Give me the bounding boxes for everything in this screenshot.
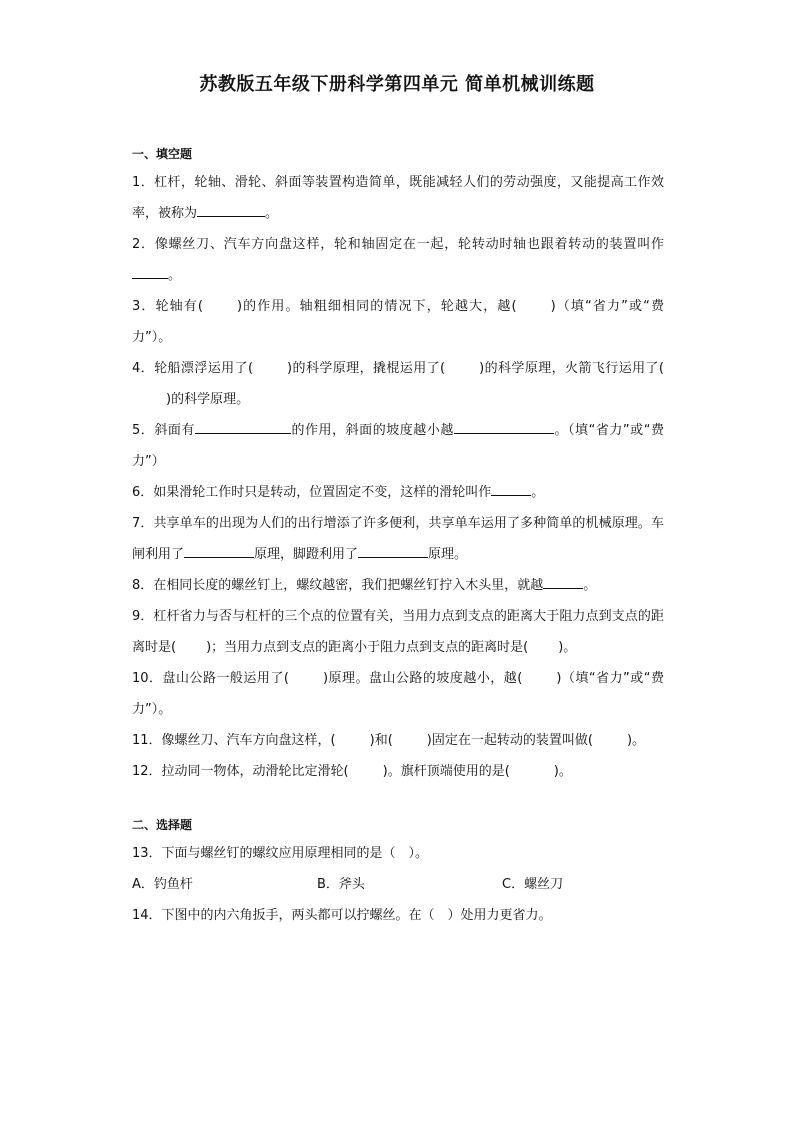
question-text: 4．轮船漂浮运用了(	[132, 361, 254, 376]
question-text: 原理。	[428, 547, 468, 562]
option-c[interactable]: C．螺丝刀	[502, 877, 564, 892]
page-title: 苏教版五年级下册科学第四单元 简单机械训练题	[199, 74, 595, 95]
question-text: 。（填“省力”或“费力”）	[132, 423, 664, 469]
question-6	[132, 477, 664, 508]
question-14: 14．下图中的内六角扳手，两头都可以拧螺丝。在（ ）处用力更省力。	[132, 908, 552, 923]
question-text: 10．盘山公路一般运用了(	[132, 671, 289, 686]
question-7	[132, 508, 664, 570]
question-text: 3．轮轴有(	[132, 299, 203, 314]
question-text: )的科学原理，撬棍运用了(	[287, 361, 446, 376]
question-content	[132, 146, 664, 931]
question-text: 11．像螺丝刀、汽车方向盘这样，(	[132, 733, 336, 748]
section-heading-fill-in: 一、填空题	[132, 147, 193, 161]
question-text: )；当用力点到支点的距离小于阻力点到支点的距离时是(	[206, 640, 529, 655]
question-text: 。	[265, 206, 279, 221]
answer-blank[interactable]	[195, 420, 291, 434]
answer-blank[interactable]	[358, 544, 428, 558]
question-1	[132, 167, 664, 229]
question-text: )的科学原理，火箭飞行运用了(	[479, 361, 664, 376]
question-text: )。	[553, 764, 572, 779]
question-text: 9．杠杆省力与否与杠杆的三个点的位置有关，当用力点到支点的距离大于阻力点到支点的距离时是(	[132, 609, 664, 655]
question-text: )原理。盘山公路的坡度越小，越(	[322, 671, 523, 686]
question-text: 1．杠杆，轮轴、滑轮、斜面等装置构造简单，既能减轻人们的劳动强度，又能提高工作效率，被称为	[132, 175, 664, 221]
section-heading-multiple-choice: 二、选择题	[132, 818, 193, 832]
question-5	[132, 415, 664, 477]
question-text: )。	[626, 733, 646, 748]
question-text: 7．共享单车的出现为人们的出行增添了许多便利，共享单车运用了多种简单的机械原理。车闸利用了	[132, 516, 664, 562]
option-a[interactable]: A．钓鱼杆	[132, 877, 193, 892]
question-text: )。旗杆顶端使用的是(	[382, 764, 510, 779]
question-text: )（填“省力”或“费力”）。	[132, 671, 664, 717]
answer-blank[interactable]	[543, 575, 583, 589]
question-text: )和(	[369, 733, 393, 748]
question-text: 。	[531, 485, 545, 500]
question-3	[132, 291, 664, 353]
question-text: 的作用，斜面的坡度越小越	[290, 423, 454, 438]
answer-blank[interactable]	[184, 544, 254, 558]
question-text: 。	[168, 268, 182, 283]
question-8	[132, 570, 664, 601]
answer-blank[interactable]	[491, 482, 531, 496]
question-text: 2．像螺丝刀、汽车方向盘这样，轮和轴固定在一起，轮转动时轴也跟着转动的装置叫作	[132, 237, 664, 252]
question-text: )的作用。轴粗细相同的情况下，轮越大，越(	[236, 299, 517, 314]
question-13: 13．下面与螺丝钉的螺纹应用原理相同的是（ ）。	[132, 846, 429, 861]
answer-blank[interactable]	[197, 203, 265, 217]
question-10	[132, 663, 664, 725]
question-text: )固定在一起转动的装置叫做(	[426, 733, 593, 748]
question-text: 。	[583, 578, 597, 593]
question-4	[132, 353, 664, 415]
question-text: )（填“省力”或“费力”）。	[132, 299, 665, 345]
question-text: 8．在相同长度的螺丝钉上，螺纹越密，我们把螺丝钉拧入木头里，就越	[132, 578, 544, 593]
question-2	[132, 229, 664, 291]
question-text: 6．如果滑轮工作时只是转动，位置固定不变，这样的滑轮叫作	[132, 485, 492, 500]
question-text: 12．拉动同一物体，动滑轮比定滑轮(	[132, 764, 349, 779]
question-13-options	[132, 869, 664, 900]
question-text: 5．斜面有	[132, 423, 195, 438]
answer-blank[interactable]	[132, 265, 168, 279]
question-12	[132, 756, 664, 787]
question-text: )。	[558, 640, 577, 655]
question-text: )的科学原理。	[166, 392, 250, 407]
question-9	[132, 601, 664, 663]
question-11	[132, 725, 664, 756]
question-text: 原理，脚蹬利用了	[254, 547, 359, 562]
option-b[interactable]: B．斧头	[317, 877, 365, 892]
answer-blank[interactable]	[454, 420, 554, 434]
